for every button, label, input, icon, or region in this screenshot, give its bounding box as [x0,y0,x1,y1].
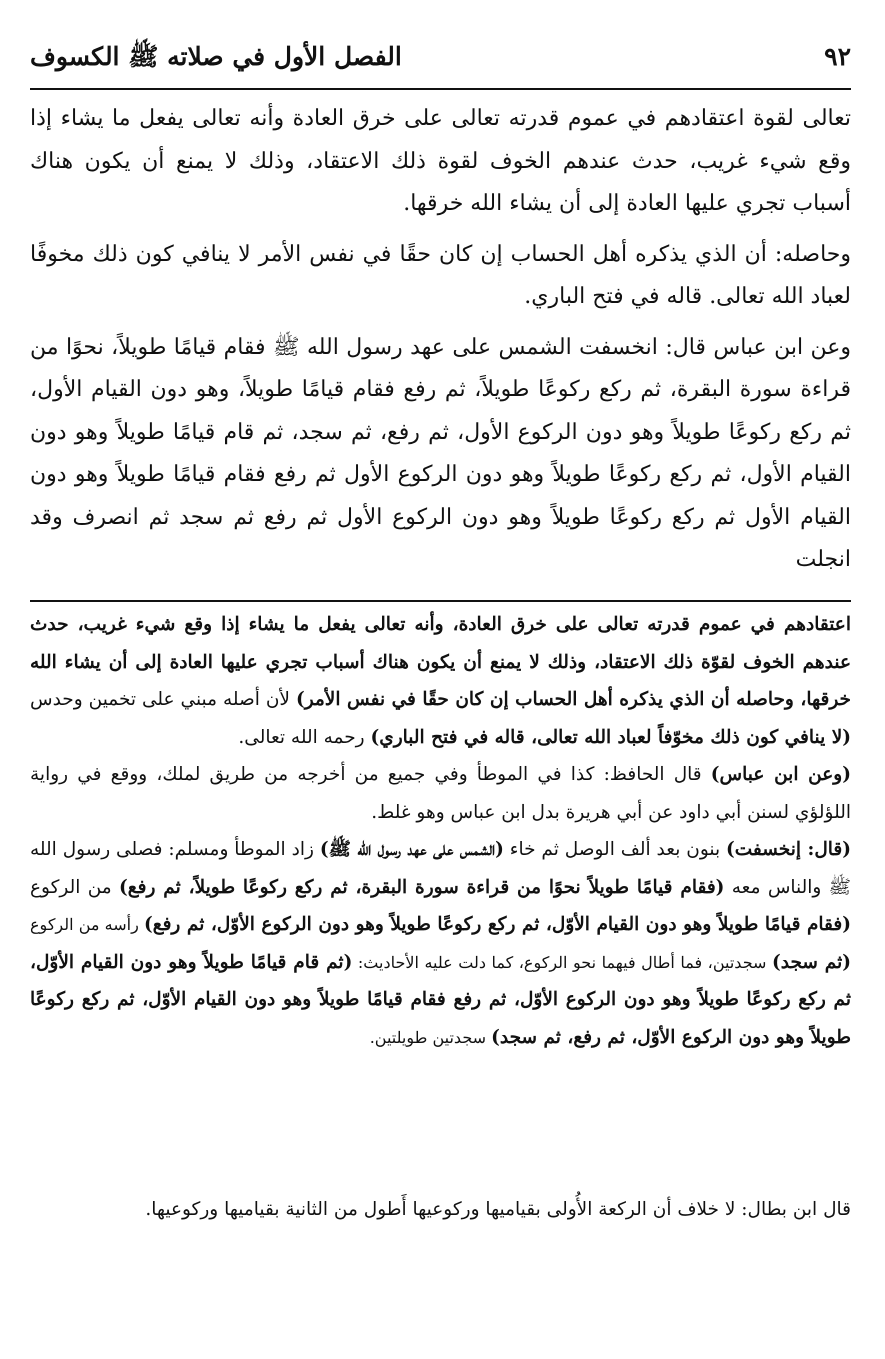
closing-text-block [30,1188,851,1232]
commentary-block [30,606,851,1056]
commentary-quote: اعتقادهم في عموم قدرته تعالى على خرق العادة، وأنه تعالى يفعل ما يشاء إذا وقع شيء غريب، حدث عندهم الخوف لقوّة ذلك الاعتقاد، وذلك لا يمنع أن يكون هناك أسباب تجري عليها العادة إلى أن يشاء الله خرقها، وحاصله أن الذي يذكره أهل الحساب إن كان حقًا في نفس الأمر) [30,614,851,710]
chapter-title: الفصل الأول في صلاته ﷺ الكسوف [30,41,402,71]
main-text-block [30,98,851,590]
commentary-quote: (ثم سجد) [771,951,852,973]
commentary-quote: (وعن ابن عباس) [710,764,851,785]
commentary-quote: (ثم قام قيامًا طويلاً وهو دون القيام الأوّل، ثم ركع ركوعًا طويلاً وهو دون الركوع الأوّل، ثم رفع فقام قيامًا طويلاً وهو دون القيام الأوّل، ثم ركع ركوعًا طويلاً وهو دون الركوع الأوّل، ثم رفع، ثم سجد) [30,951,851,1048]
commentary-paragraph-1 [30,606,851,756]
main-paragraph-1: تعالى لقوة اعتقادهم في عموم قدرته تعالى على خرق العادة وأنه تعالى يفعل ما يشاء إذا وقع شيء غريب، حدث عندهم الخوف لقوة ذلك الاعتقاد، وذلك لا يمنع أن يكون هناك أسباب تجري عليها العادة إلى أن يشاء الله خرقها. [30,106,851,216]
commentary-quote: (فقام قيامًا طويلاً نحوًا من قراءة سورة البقرة، ثم ركع ركوعًا طويلاً، ثم رفع) [119,876,725,898]
commentary-note: لأن أصله مبني على تخمين وحدس [30,689,296,710]
commentary-rule [30,600,851,602]
running-header [30,30,851,82]
commentary-quote: (فقام قيامًا طويلاً وهو دون القيام الأوّل، ثم ركع ركوعًا طويلاً وهو دون الركوع الأوّل، ثم رفع) [143,914,851,935]
commentary-note: رحمه الله تعالى. [238,726,371,748]
closing-paragraph: قال ابن بطال: لا خلاف أن الركعة الأُولى بقياميها وركوعيها أَطول من الثانية بقياميها وركوعيها. [145,1199,851,1220]
commentary-paragraph-3 [30,831,851,1056]
page-number: ٩٢ [824,41,851,71]
commentary-note: رأسه من الركوع [30,915,144,934]
main-paragraph-2: وحاصله: أن الذي يذكره أهل الحساب إن كان حقًا في نفس الأمر لا ينافي كون ذلك مخوفًا لعباد الله تعالى. قاله في فتح الباري. [30,241,851,309]
commentary-note: سجدتين، فما أطال فيهما نحو الركوع، كما دلت عليه الأحاديث: [352,952,772,972]
commentary-note: قال الحافظ: كذا في الموطأ وفي جميع من أخرجه من طريق لملك، ووقع في رواية اللؤلؤي لسنن أبي داود عن أبي هريرة بدل ابن عباس وهو غلط. [30,764,851,823]
commentary-note: سجدتين طويلتين. [369,1027,492,1047]
header-rule [30,88,851,90]
commentary-quote: (قال: إنخسفت) [726,839,851,860]
commentary-paragraph-2 [30,756,851,831]
commentary-quote: (لا ينافي كون ذلك مخوّفاً لعباد الله تعالى، قاله في فتح الباري) [370,726,851,748]
commentary-quote: (الشمس على عهد رسول الله ﷺ) [319,839,504,860]
commentary-note: زاد الموطأ ومسلم: فصلى رسول الله ﷺ والناس معه [30,839,851,898]
commentary-note: من الركوع [30,876,120,898]
main-paragraph-3: وعن ابن عباس قال: انخسفت الشمس على عهد رسول الله ﷺ فقام قيامًا طويلاً، نحوًا من قراءة سورة البقرة، ثم ركع ركوعًا طويلاً، ثم رفع فقام قيامًا طويلاً، وهو دون القيام الأول، ثم ركع ركوعًا طويلاً وهو دون الركوع الأول، ثم رفع، ثم سجد، ثم قام قيامًا طويلاً وهو دون القيام الأول، ثم ركع ركوعًا طويلاً وهو دون الركوع الأول ثم رفع فقام قيامًا طويلاً وهو دون القيام الأول ثم ركع ركوعًا طويلاً وهو دون الركوع الأول ثم رفع ثم سجد ثم انصرف وقد انجلت [30,334,851,572]
commentary-note: بنون بعد ألف الوصل ثم خاء [503,839,727,860]
